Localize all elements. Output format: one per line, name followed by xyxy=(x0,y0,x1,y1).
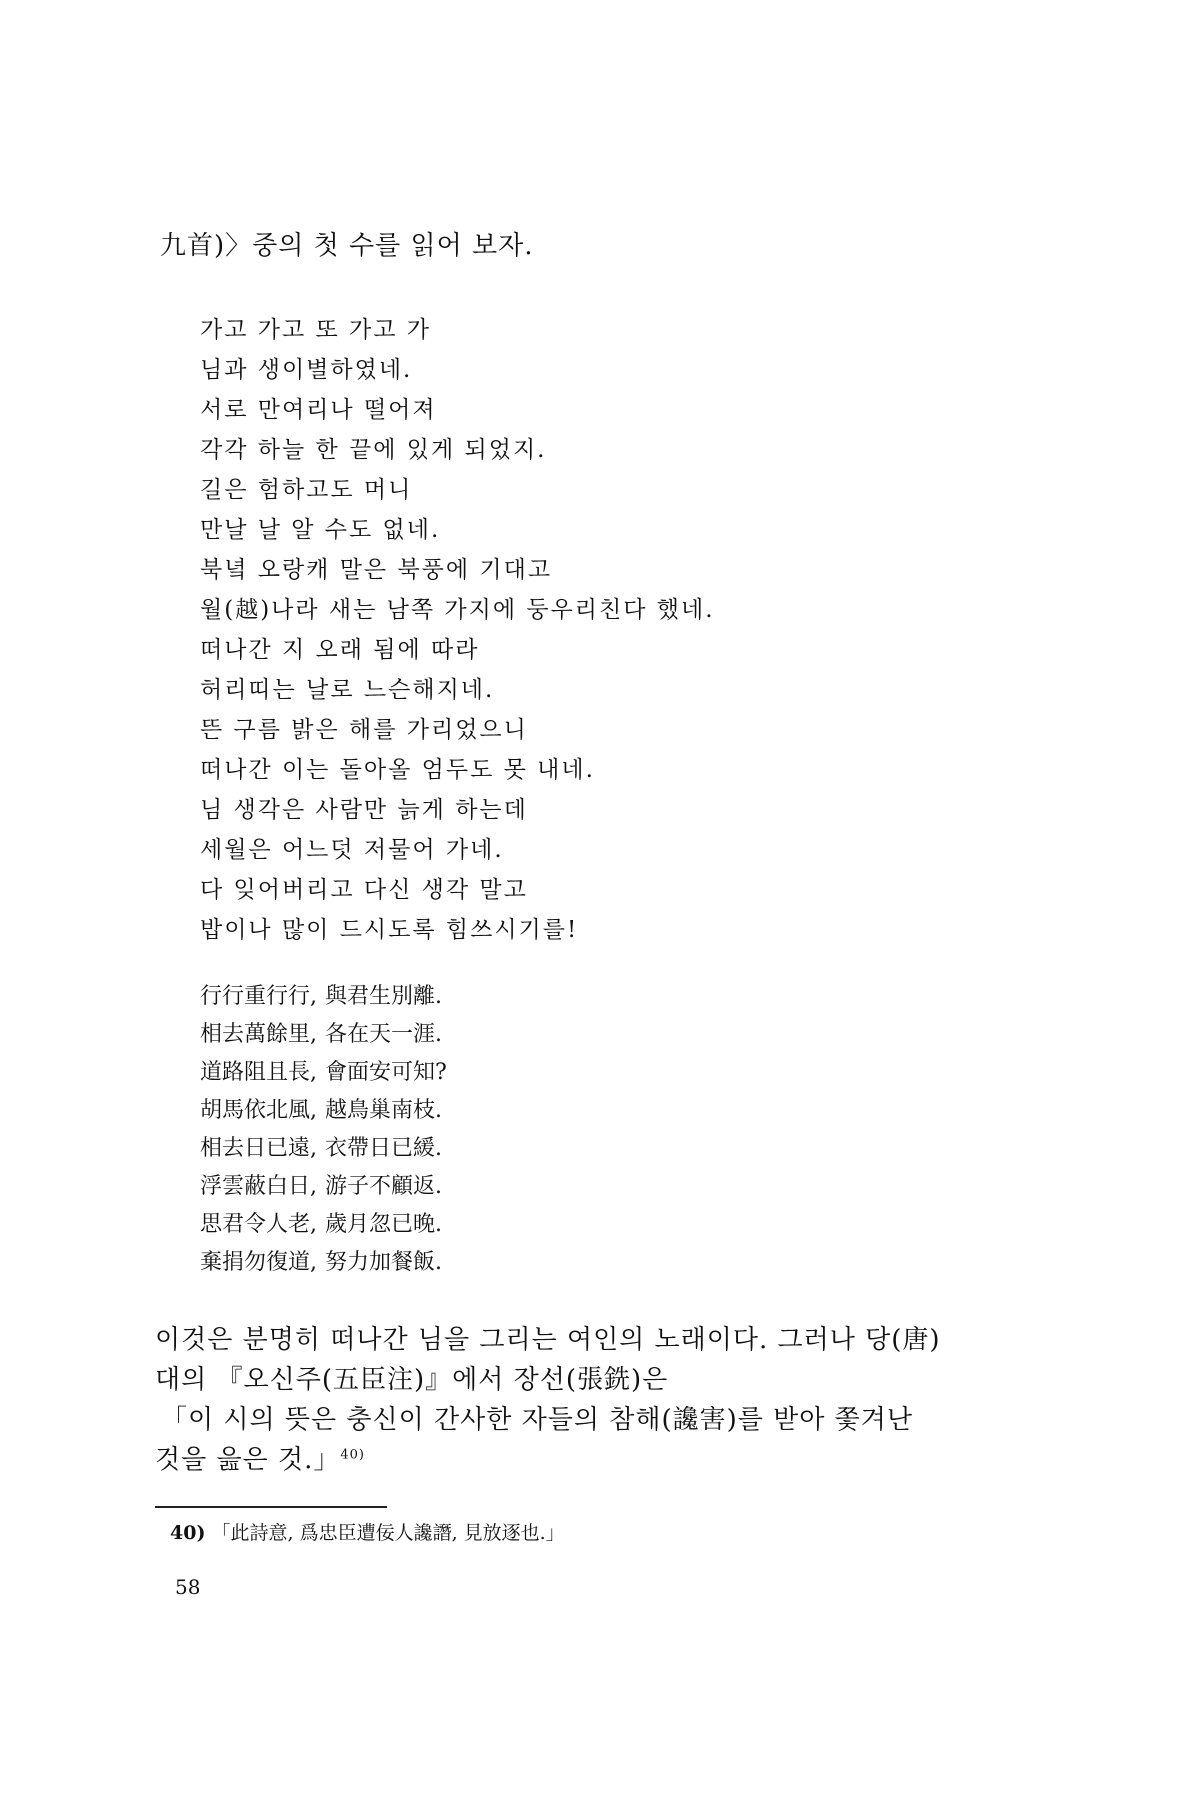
couplet-first: 思君令人老, xyxy=(200,1212,317,1237)
poem-line: 뜬 구름 밝은 해를 가리었으니 xyxy=(200,717,528,743)
poem-line: 만날 날 알 수도 없네. xyxy=(200,517,441,543)
page-number: 58 xyxy=(175,1575,201,1599)
footnote-text: 「此詩意, 爲忠臣遭佞人讒譖, 見放逐也.」 xyxy=(211,1522,565,1544)
couplet-first: 浮雲蔽白日, xyxy=(200,1174,317,1199)
couplet-second: 與君生別離. xyxy=(325,984,442,1009)
poem-line: 북녘 오랑캐 말은 북풍에 기대고 xyxy=(200,557,553,583)
poem-couplet xyxy=(200,1130,447,1168)
couplet-second: 游子不顧返. xyxy=(325,1174,442,1199)
body-line: 이것은 분명히 떠나간 님을 그리는 여인의 노래이다. 그러나 당(唐) xyxy=(155,1325,941,1355)
chinese-poem xyxy=(200,978,447,1282)
korean-poem xyxy=(200,310,715,950)
footnote-number: 40) xyxy=(170,1522,206,1544)
couplet-first: 胡馬依北風, xyxy=(200,1098,317,1123)
couplet-first: 行行重行行, xyxy=(200,984,317,1009)
poem-line: 떠나간 이는 돌아올 엄두도 못 내네. xyxy=(200,757,595,783)
body-line-text: 것을 읊은 것.」 xyxy=(155,1445,341,1475)
poem-line: 월(越)나라 새는 남쪽 가지에 둥우리친다 했네. xyxy=(200,597,715,623)
poem-couplet xyxy=(200,1244,447,1282)
couplet-first: 相去萬餘里, xyxy=(200,1022,317,1047)
body-line: 대의 『오신주(五臣注)』에서 장선(張銑)은 xyxy=(155,1365,669,1395)
footnote xyxy=(170,1518,565,1545)
footnote-divider xyxy=(155,1506,387,1508)
poem-line: 떠나간 지 오래 됨에 따라 xyxy=(200,637,480,663)
poem-line: 님과 생이별하였네. xyxy=(200,357,413,383)
poem-couplet xyxy=(200,1016,447,1054)
body-line xyxy=(155,1440,1055,1480)
poem-couplet xyxy=(200,1168,447,1206)
couplet-second: 越鳥巢南枝. xyxy=(325,1098,442,1123)
couplet-first: 相去日已遠, xyxy=(200,1136,317,1161)
poem-line: 길은 험하고도 머니 xyxy=(200,477,413,503)
poem-line: 밥이나 많이 드시도록 힘쓰시기를! xyxy=(200,917,579,943)
body-line: 「이 시의 뜻은 충신이 간사한 자들의 참해(讒害)를 받아 쫓겨난 xyxy=(161,1405,913,1435)
body-paragraph xyxy=(155,1320,1055,1480)
intro-line: 九首)〉중의 첫 수를 읽어 보자. xyxy=(160,231,534,261)
poem-line: 가고 가고 또 가고 가 xyxy=(200,317,431,343)
poem-line: 다 잊어버리고 다신 생각 말고 xyxy=(200,877,528,903)
couplet-second: 衣帶日已緩. xyxy=(325,1136,442,1161)
footnote-marker[interactable]: 40) xyxy=(340,1447,365,1463)
poem-couplet xyxy=(200,1206,447,1244)
couplet-second: 各在天一涯. xyxy=(325,1022,442,1047)
couplet-second: 歲月忽已晚. xyxy=(325,1212,442,1237)
poem-line: 각각 하늘 한 끝에 있게 되었지. xyxy=(200,437,547,463)
couplet-second: 努力加餐飯. xyxy=(325,1250,442,1275)
couplet-second: 會面安可知? xyxy=(325,1060,447,1085)
couplet-first: 棄捐勿復道, xyxy=(200,1250,317,1275)
poem-couplet xyxy=(200,978,447,1016)
poem-line: 서로 만여리나 떨어져 xyxy=(200,397,437,423)
couplet-first: 道路阻且長, xyxy=(200,1060,317,1085)
poem-couplet xyxy=(200,1092,447,1130)
poem-couplet xyxy=(200,1054,447,1092)
poem-line: 님 생각은 사람만 늙게 하는데 xyxy=(200,797,528,823)
poem-line: 세월은 어느덧 저물어 가네. xyxy=(200,837,504,863)
poem-line: 허리띠는 날로 느슨해지네. xyxy=(200,677,495,703)
